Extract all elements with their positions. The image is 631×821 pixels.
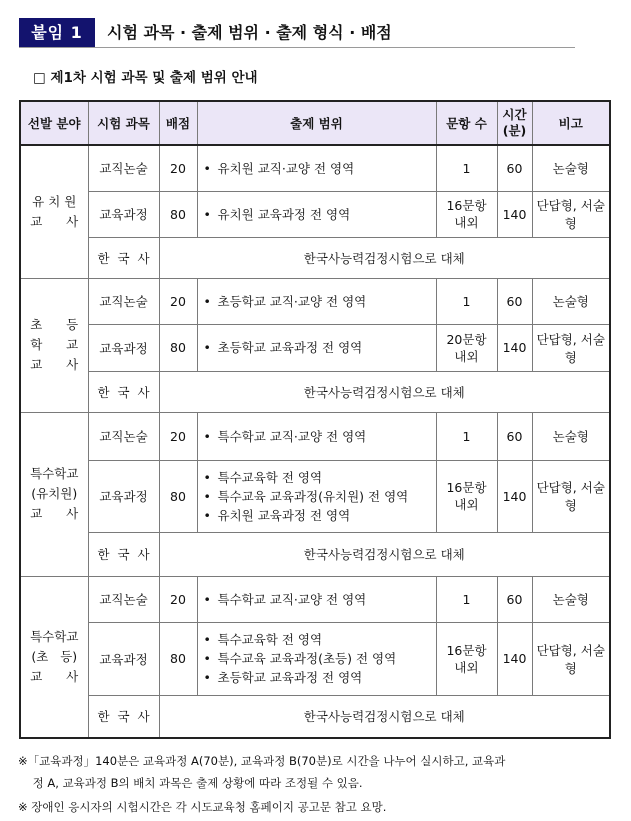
bullet-icon: • [203,651,211,666]
time-cell: 140 [497,191,532,237]
count-cell: 16문항 내외 [436,191,497,237]
scope-cell [197,145,436,191]
table-row [20,324,610,371]
footnote-2: 정 A, 교육과정 B의 배치 과목은 출제 상황에 따라 조정될 수 있음. [18,776,363,790]
scope-cell [197,460,436,532]
table-row-history [20,371,610,412]
time-cell: 60 [497,576,532,622]
scope-text: 특수교육 교육과정(유치원) 전 영역 [217,488,409,504]
note-cell: 논술형 [532,278,610,324]
area-cell: 특수학교 (초 등) 교 사 [20,576,88,738]
bullet-icon: • [203,632,211,647]
scope-cell [197,191,436,237]
subject-cell: 교직논술 [88,145,159,191]
area-cell: 유 치 원 교 사 [20,145,88,278]
note-cell: 단답형, 서술형 [532,460,610,532]
score-cell: 80 [159,191,197,237]
score-cell: 20 [159,145,197,191]
history-replacement-cell: 한국사능력검정시험으로 대체 [159,371,610,412]
bullet-icon: • [203,206,211,222]
bullet-icon: • [203,293,211,309]
header-time: 시간 (분) [497,101,532,145]
scope-text: 특수교육학 전 영역 [217,632,323,647]
header-note: 비고 [532,101,610,145]
score-cell: 80 [159,622,197,695]
score-cell: 80 [159,460,197,532]
attachment-badge: 붙임 1 [19,18,95,48]
time-cell: 140 [497,622,532,695]
page-header [19,18,575,48]
scope-cell [197,278,436,324]
table-row [20,460,610,532]
footnote-3: ※ 장애인 응시자의 시험시간은 각 시도교육청 홈페이지 공고문 참고 요망. [18,800,387,814]
subject-cell: 교육과정 [88,191,159,237]
subject-cell: 교직논술 [88,412,159,460]
scope-list [198,159,436,178]
scope-text: 특수교육 교육과정(초등) 전 영역 [217,651,397,666]
history-replacement-cell: 한국사능력검정시험으로 대체 [159,695,610,738]
scope-text: 특수학교 교직·교양 전 영역 [217,428,367,444]
subject-cell: 한 국 사 [88,371,159,412]
note-cell: 단답형, 서술형 [532,324,610,371]
table-row [20,278,610,324]
count-cell: 20문항 내외 [436,324,497,371]
count-cell: 1 [436,278,497,324]
scope-list [198,292,436,311]
header-scope: 출제 범위 [197,101,436,145]
time-cell: 60 [497,145,532,191]
scope-cell [197,622,436,695]
bullet-icon: • [203,507,211,523]
scope-list [198,338,436,357]
scope-cell [197,412,436,460]
area-cell: 특수학교 (유치원) 교 사 [20,412,88,576]
time-cell: 60 [497,412,532,460]
page-title: 시험 과목 · 출제 범위 · 출제 형식 · 배점 [107,23,392,42]
bullet-icon: • [203,488,211,504]
scope-item [204,427,436,446]
count-cell: 1 [436,145,497,191]
scope-list [198,427,436,446]
scope-item [204,159,436,178]
scope-item [204,590,436,609]
table-row-history [20,695,610,738]
table-row-history [20,532,610,576]
header-count: 문항 수 [436,101,497,145]
scope-item [204,649,436,668]
note-cell: 논술형 [532,145,610,191]
scope-list [198,630,436,687]
count-cell: 1 [436,412,497,460]
header-score: 배점 [159,101,197,145]
count-cell: 16문항 내외 [436,622,497,695]
note-cell: 논술형 [532,576,610,622]
footnote-1: ※「교육과정」140분은 교육과정 A(70분), 교육과정 B(70분)로 시간을 나누어 실시하고, 교육과 [18,754,506,768]
area-cell: 초 등 학 교 교 사 [20,278,88,412]
score-cell: 80 [159,324,197,371]
scope-cell [197,576,436,622]
scope-item [204,205,436,224]
subject-cell: 한 국 사 [88,532,159,576]
table-row [20,576,610,622]
count-cell: 1 [436,576,497,622]
header-subject: 시험 과목 [88,101,159,145]
table-row [20,191,610,237]
scope-text: 유치원 교육과정 전 영역 [217,507,351,523]
subject-cell: 교육과정 [88,622,159,695]
scope-list [198,468,436,525]
table-row-history [20,237,610,278]
score-cell: 20 [159,412,197,460]
scope-list [198,205,436,224]
table-row [20,622,610,695]
scope-text: 초등학교 교육과정 전 영역 [217,340,363,355]
score-cell: 20 [159,576,197,622]
score-cell: 20 [159,278,197,324]
bullet-icon: • [203,428,211,444]
note-cell: 단답형, 서술형 [532,191,610,237]
scope-item [204,338,436,357]
scope-item [204,668,436,687]
count-cell: 16문항 내외 [436,460,497,532]
scope-text: 초등학교 교육과정 전 영역 [217,670,363,685]
scope-text: 특수학교 교직·교양 전 영역 [217,591,367,607]
table-row [20,145,610,191]
subject-cell: 교육과정 [88,460,159,532]
time-cell: 140 [497,324,532,371]
title-divider [19,47,575,48]
subject-cell: 교직논술 [88,278,159,324]
scope-text: 초등학교 교직·교양 전 영역 [217,293,367,309]
history-replacement-cell: 한국사능력검정시험으로 대체 [159,532,610,576]
history-replacement-cell: 한국사능력검정시험으로 대체 [159,237,610,278]
table-header-row [20,101,610,145]
subject-cell: 한 국 사 [88,695,159,738]
exam-table [19,100,611,739]
bullet-icon: • [203,340,211,355]
time-cell: 60 [497,278,532,324]
scope-text: 특수교육학 전 영역 [217,469,323,485]
scope-list [198,590,436,609]
bullet-icon: • [203,469,211,485]
subject-cell: 교육과정 [88,324,159,371]
bullet-icon: • [203,160,211,176]
note-cell: 논술형 [532,412,610,460]
section-subtitle: □ 제1차 시험 과목 및 출제 범위 안내 [33,70,258,86]
note-cell: 단답형, 서술형 [532,622,610,695]
scope-item [204,292,436,311]
scope-item [204,630,436,649]
subject-cell: 교직논술 [88,576,159,622]
scope-item [204,506,436,525]
bullet-icon: • [203,591,211,607]
header-area: 선발 분야 [20,101,88,145]
table-row [20,412,610,460]
time-cell: 140 [497,460,532,532]
scope-item [204,468,436,487]
scope-text: 유치원 교육과정 전 영역 [217,206,351,222]
bullet-icon: • [203,670,211,685]
scope-text: 유치원 교직·교양 전 영역 [217,160,355,176]
scope-cell [197,324,436,371]
scope-item [204,487,436,506]
table-body [20,145,610,738]
subject-cell: 한 국 사 [88,237,159,278]
